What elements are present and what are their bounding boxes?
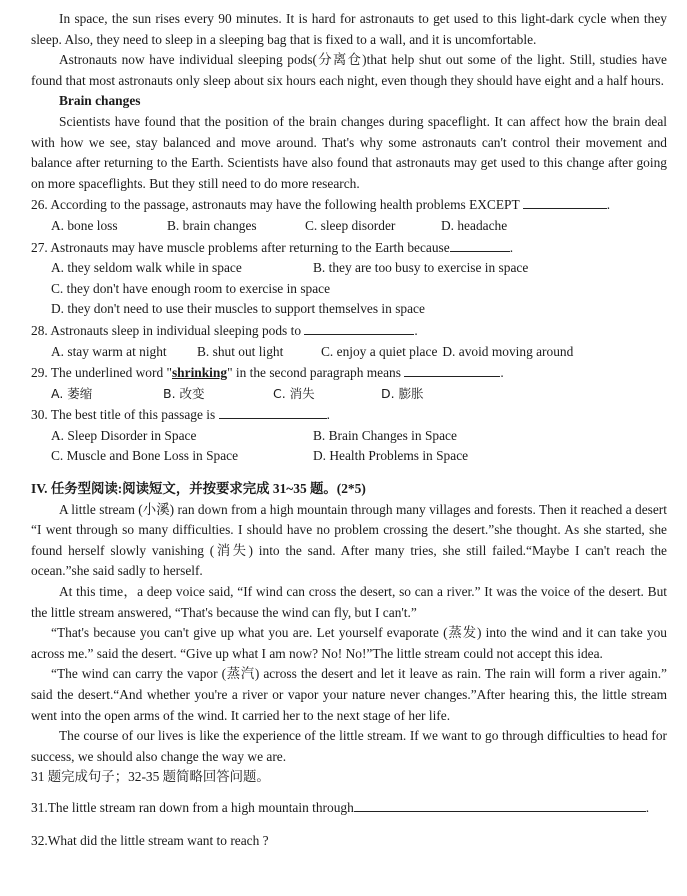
answer-blank-29[interactable] xyxy=(404,362,500,377)
options-27-row-1 xyxy=(31,258,667,279)
option-26-b[interactable]: B. brain changes xyxy=(167,217,257,233)
underlined-word: shrinking xyxy=(171,365,228,381)
passage-paragraph-3: Scientists have found that the position of the brain changes during spaceflight. It can affect how the brain deal with how we see, stay balanced and move around. That's why some astronauts can't control their movement and balance after returning to the Earth. Scientists have also found that astronauts may get used to this change after going on more spaceflights. But they still need to do more research. xyxy=(31,113,667,191)
section-heading-brain-changes: Brain changes xyxy=(59,93,141,109)
question-31: 31.The little stream ran down from a high mountain through . xyxy=(31,797,667,819)
option-28-d[interactable]: D. avoid moving around xyxy=(442,343,574,359)
question-28: 28. Astronauts sleep in individual sleeping pods to . xyxy=(31,320,667,342)
answer-blank-31[interactable] xyxy=(354,797,646,812)
answer-blank-28[interactable] xyxy=(304,320,414,335)
option-29-b[interactable]: B. 改变 xyxy=(163,385,205,401)
option-29-c[interactable]: C. 消失 xyxy=(273,385,315,401)
story-paragraph-3: “That's because you can't give up what you are. Let yourself evaporate (蒸发) into the wind and it can take you across me.” said the desert. “Give up what I am now? No! No!”The little stream could not accept this idea. xyxy=(31,625,667,661)
option-29-d[interactable]: D. 膨胀 xyxy=(381,385,424,401)
question-30: 30. The best title of this passage is . xyxy=(31,404,667,426)
option-28-b[interactable]: B. shut out light xyxy=(197,343,284,359)
option-26-c[interactable]: C. sleep disorder xyxy=(305,217,396,233)
option-28-a[interactable]: A. stay warm at night xyxy=(51,343,167,359)
option-27-d[interactable]: D. they don't need to use their muscles to support themselves in space xyxy=(51,301,425,317)
options-28 xyxy=(31,342,667,363)
answer-blank-30[interactable] xyxy=(219,404,327,419)
options-27-row-2 xyxy=(31,279,667,300)
options-29 xyxy=(31,384,667,405)
option-27-c[interactable]: C. they don't have enough room to exercise in space xyxy=(51,280,331,296)
option-27-b[interactable]: B. they are too busy to exercise in space xyxy=(313,260,529,276)
question-32: 32.What did the little stream want to reach ? xyxy=(31,832,269,848)
options-26 xyxy=(31,216,667,237)
question-29: 29. The underlined word "shrinking" in the second paragraph means . xyxy=(31,362,667,384)
answer-blank-26[interactable] xyxy=(523,194,607,209)
story-paragraph-4: “The wind can carry the vapor (蒸汽) across the desert and let it leave as rain. The rain will form a river again.” said the desert.“And whether you're a river or vapor your nature never changes.”After hearing this, the little stream went into the open arms of the wind. It carried her to the next stage of her life. xyxy=(31,666,667,723)
section-4-title: IV. 任务型阅读:阅读短文，并按要求完成 31~35 题。(2*5) xyxy=(31,481,366,497)
question-27: 27. Astronauts may have muscle problems after returning to the Earth because . xyxy=(31,237,667,259)
passage-paragraph-2: Astronauts now have individual sleeping pods(分离仓)that help shut out some of the light. Still, studies have found that most astronauts only sleep about six hours each night, even though they should have eight and a half hours. xyxy=(31,52,667,88)
story-paragraph-5: The course of our lives is like the experience of the little stream. If we want to go through difficulties to head for success, we should also change the way we are. xyxy=(31,728,667,764)
question-26: 26. According to the passage, astronauts may have the following health problems EXCEPT . xyxy=(31,194,667,216)
story-paragraph-2: At this time，a deep voice said, “If wind can cross the desert, so can a river.” It was the voice of the desert. But the little stream answered, “That's because the wind can fly, but I can't.” xyxy=(31,584,667,620)
answer-blank-27[interactable] xyxy=(450,237,510,252)
option-26-a[interactable]: A. bone loss xyxy=(51,217,118,233)
options-27-row-3 xyxy=(31,299,667,320)
story-paragraph-1: A little stream (小溪) ran down from a high mountain through many villages and forests. Then it reached a desert “I went through so many difficulties. I should have no problem crossing the desert.”she thought. As she started, she found herself slowly vanishing (消失) into the sand. After many tries, she still failed.“Maybe I can't reach the ocean.”she said sadly to herself. xyxy=(31,501,667,579)
passage-paragraph-1: In space, the sun rises every 90 minutes. It is hard for astronauts to get used to this light-dark cycle when they sleep. Also, they need to sleep in a sleeping bag that is fixed to a wall, and it is uncomfortable. xyxy=(31,11,667,47)
option-26-d[interactable]: D. headache xyxy=(441,217,508,233)
option-30-d[interactable]: D. Health Problems in Space xyxy=(313,448,469,464)
option-30-c[interactable]: C. Muscle and Bone Loss in Space xyxy=(51,448,239,464)
option-29-a[interactable]: A. 萎缩 xyxy=(51,385,93,401)
options-30-row-2 xyxy=(31,446,667,467)
option-30-a[interactable]: A. Sleep Disorder in Space xyxy=(51,427,197,443)
option-27-a[interactable]: A. they seldom walk while in space xyxy=(51,260,242,276)
options-30-row-1 xyxy=(31,426,667,447)
section-4-instruction: 31 题完成句子；32-35 题简略回答问题。 xyxy=(31,769,270,785)
option-30-b[interactable]: B. Brain Changes in Space xyxy=(313,427,457,443)
option-28-c[interactable]: C. enjoy a quiet place xyxy=(321,343,438,359)
